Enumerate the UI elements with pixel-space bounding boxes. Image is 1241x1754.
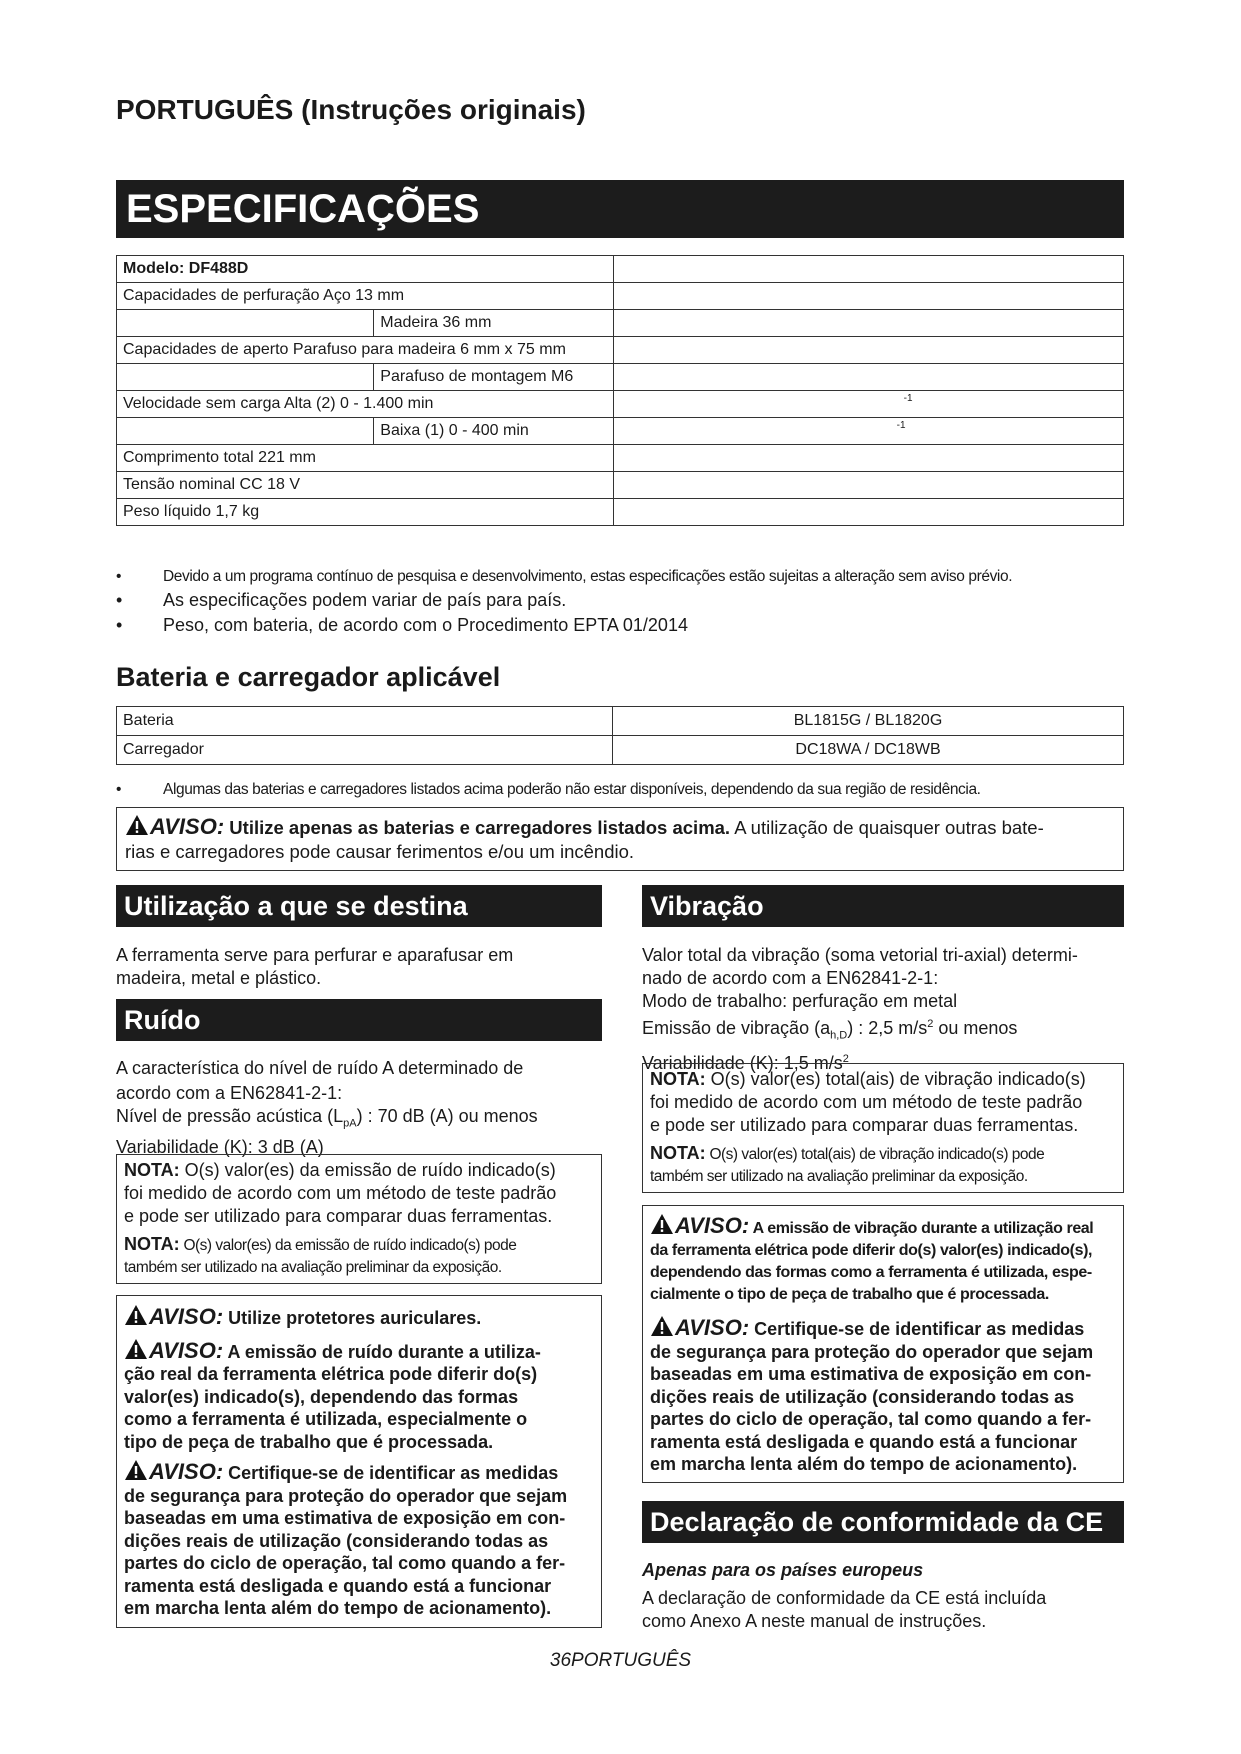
superscript: 2 [927, 1018, 934, 1030]
spec-label: Capacidades de aperto Parafuso [123, 341, 357, 358]
text-line: A declaração de conformidade da CE está incluída [642, 1588, 1047, 1608]
ce-subtitle: Apenas para os países europeus [642, 1560, 924, 1580]
text-line [124, 1159, 594, 1182]
table-row [117, 472, 1124, 499]
subscript: pA [343, 1117, 357, 1130]
spec-cell [613, 445, 1123, 472]
warning-line: baseadas em uma estimativa de exposição em con- [124, 1508, 566, 1528]
charger-label: Carregador [117, 736, 613, 765]
spec-cell [613, 256, 1123, 283]
spec-cell [613, 310, 1123, 337]
text-line: Variabilidade (K): 3 dB (A) [116, 1136, 324, 1157]
ce-text [642, 1559, 1132, 1633]
table-row [117, 445, 1124, 472]
spec-cell [613, 418, 1123, 445]
nota-label: NOTA: [124, 1234, 180, 1254]
warning-text: Certifique-se de identificar as medidas [223, 1463, 559, 1483]
warning-line: tipo de peça de trabalho que é processada. [124, 1431, 494, 1452]
text-fragment: O(s) valor(es) total(ais) de vibração indicado(s) pode [705, 1146, 1045, 1163]
text-fragment: ) : 2,5 m/s [847, 1018, 928, 1038]
spec-cell [117, 283, 614, 310]
spec-cell [613, 337, 1123, 364]
text-line: e pode ser utilizado para comparar duas ferramentas. [650, 1115, 1079, 1135]
spec-cell [117, 391, 614, 418]
warning-icon [125, 814, 149, 836]
warning-line [124, 1338, 594, 1364]
warning-line [125, 814, 1115, 840]
table-row [117, 364, 1124, 391]
warning-line: valor(es) indicado(s), dependendo das formas [124, 1386, 519, 1407]
table-row [117, 418, 1124, 445]
spec-cell [117, 364, 374, 391]
list-item: • Peso, com bateria, de acordo com o Procedimento EPTA 01/2014 [116, 613, 1126, 638]
warning-line: em marcha lenta além do tempo de acionamento). [650, 1454, 1078, 1474]
text-fragment: Nível de pressão acústica (L [116, 1106, 344, 1126]
text-fragment: ou menos [933, 1018, 1018, 1038]
text-line: foi medido de acordo com um método de teste padrão [650, 1092, 1083, 1112]
noise-text [116, 1057, 606, 1159]
warning-label: AVISO: [150, 814, 225, 839]
warning-label: AVISO: [149, 1304, 224, 1329]
spec-label: Capacidades de perfuração Aço [123, 287, 356, 304]
text-line: e pode ser utilizado para comparar duas ferramentas. [124, 1206, 553, 1226]
text-fragment: O(s) valor(es) da emissão de ruído indicado(s) pode [179, 1237, 517, 1254]
specifications-table [116, 255, 1124, 526]
spec-cell: Parafuso de montagem M6 [374, 364, 613, 391]
text-fragment: Variabilidade (K): 1,5 m/s [642, 1052, 843, 1073]
spec-cell [613, 499, 1123, 526]
nota-label: NOTA: [650, 1143, 706, 1163]
spec-cell [613, 364, 1123, 391]
vibration-text [642, 944, 1132, 1075]
warning-text: A utilização de quaisquer outras bate- [730, 817, 1044, 838]
vibration-warning-box [642, 1205, 1124, 1483]
subscript: h,D [830, 1029, 848, 1042]
spec-notes [116, 566, 1126, 638]
warning-line: como a ferramenta é utilizada, especialmente o [124, 1409, 528, 1429]
text-line: A característica do nível de ruído A determinado de [116, 1058, 524, 1078]
warning-line: de segurança para proteção do operador que sejam [124, 1485, 568, 1506]
spec-cell [117, 310, 374, 337]
text-line: A ferramenta serve para perfurar e aparafusar em [116, 945, 514, 965]
warning-bold: Utilize apenas as baterias e carregadores listados acima. [224, 817, 731, 838]
spec-cell: Comprimento total 221 mm [117, 445, 614, 472]
text-line: acordo com a EN62841-2-1: [116, 1083, 343, 1103]
warning-label: AVISO: [149, 1337, 224, 1363]
text-line: Valor total da vibração (soma vetorial tri-axial) determi- [642, 945, 1078, 965]
nota-label: NOTA: [650, 1069, 706, 1089]
warning-icon [124, 1459, 148, 1481]
warning-line [650, 1315, 1116, 1341]
warning-paragraph [650, 1213, 1116, 1306]
intended-use-banner: Utilização a que se destina [116, 885, 602, 927]
table-row [117, 283, 1124, 310]
warning-line: baseadas em uma estimativa de exposição em con- [650, 1364, 1092, 1384]
spec-cell: Peso líquido 1,7 kg [117, 499, 614, 526]
warning-line [650, 1213, 1116, 1240]
page-footer: 36PORTUGUÊS [549, 1650, 692, 1671]
warning-line: ramenta está desligada e quando está a funcionar [650, 1431, 1078, 1452]
spec-value: - 1.400 min [353, 395, 434, 412]
noise-banner: Ruído [116, 999, 602, 1041]
warning-text: Utilize protetores auriculares. [223, 1308, 482, 1328]
spec-cell [613, 283, 1123, 310]
table-row [117, 391, 1124, 418]
warning-icon [650, 1213, 674, 1235]
noise-warning-box [116, 1295, 602, 1628]
warning-label: AVISO: [675, 1213, 750, 1238]
table-row [117, 256, 1124, 283]
warning-icon [124, 1304, 148, 1326]
spec-cell: Tensão nominal CC 18 V [117, 472, 614, 499]
charger-value: DC18WA / DC18WB [613, 736, 1124, 765]
spec-cell [117, 337, 614, 364]
warning-label: AVISO: [675, 1315, 750, 1340]
ce-banner: Declaração de conformidade da CE [642, 1501, 1124, 1543]
text-fragment: Emissão de vibração (a [642, 1018, 831, 1038]
table-row [117, 310, 1124, 337]
warning-line [124, 1304, 594, 1330]
text-line: nado de acordo com a EN62841-2-1: [642, 968, 939, 988]
spec-cell [117, 418, 374, 445]
battery-notes [116, 779, 1126, 801]
text-line [124, 1233, 594, 1257]
warning-text: A emissão de ruído durante a utiliza- [223, 1341, 541, 1362]
spec-cell: Madeira 36 mm [374, 310, 613, 337]
text-fragment: O(s) valor(es) total(ais) de vibração indicado(s) [705, 1069, 1086, 1089]
spec-cell: Modelo: DF488D [117, 256, 614, 283]
warning-text: A emissão de vibração durante a utilização real [749, 1220, 1094, 1237]
warning-line: partes do ciclo de operação, tal como quando a fer- [124, 1553, 566, 1573]
superscript: 2 [842, 1052, 849, 1065]
warning-label: AVISO: [149, 1459, 224, 1484]
battery-warning-box [116, 807, 1124, 871]
warning-paragraph [650, 1315, 1116, 1476]
spec-value: 13 mm [355, 287, 405, 304]
warning-line [124, 1459, 594, 1485]
warning-line: dições reais de utilização (considerando todas as [650, 1386, 1075, 1407]
warning-line: cialmente o tipo de peça de trabalho que é processada. [650, 1286, 1049, 1303]
text-line [650, 1068, 1116, 1091]
text-line: madeira, metal e plástico. [116, 968, 322, 988]
nota-label: NOTA: [124, 1160, 180, 1180]
table-row [117, 337, 1124, 364]
text-line [650, 1142, 1116, 1166]
warning-line: dependendo das formas como a ferramenta é utilizada, espe- [650, 1264, 1092, 1281]
battery-value: BL1815G / BL1820G [613, 707, 1124, 736]
text-line [116, 1105, 606, 1136]
text-fragment: ) : 70 dB (A) ou menos [356, 1106, 538, 1126]
list-item: • Devido a um programa contínuo de pesquisa e desenvolvimento, estas especificações estão sujeitas a alteração sem aviso prévio. [116, 566, 1126, 588]
table-row [117, 707, 1124, 736]
warning-line: de segurança para proteção do operador que sejam [650, 1341, 1094, 1362]
specifications-banner: ESPECIFICAÇÕES [116, 180, 1124, 238]
text-line [642, 1013, 1132, 1048]
text-fragment: O(s) valor(es) da emissão de ruído indicado(s) [179, 1160, 556, 1180]
vibration-nota-box [642, 1063, 1124, 1193]
battery-heading: Bateria e carregador aplicável [116, 662, 501, 692]
spec-cell: Baixa (1) 0 - 400 min [374, 418, 613, 445]
list-item: • As especificações podem variar de país para país. [116, 588, 1126, 613]
table-row [117, 736, 1124, 765]
table-row [117, 499, 1124, 526]
warning-icon [650, 1315, 674, 1337]
battery-table [116, 706, 1124, 765]
spec-value: para madeira 6 mm x 75 mm [356, 341, 566, 358]
text-line: Modo de trabalho: perfuração em metal [642, 991, 958, 1011]
warning-line: ção real da ferramenta elétrica pode diferir do(s) [124, 1364, 538, 1384]
spec-cell [613, 472, 1123, 499]
warning-line: em marcha lenta além do tempo de acionamento). [124, 1598, 552, 1618]
text-line: foi medido de acordo com um método de teste padrão [124, 1183, 557, 1203]
vibration-banner: Vibração [642, 885, 1124, 927]
warning-text: Certifique-se de identificar as medidas [749, 1319, 1085, 1339]
warning-line: da ferramenta elétrica pode diferir do(s) valor(es) indicado(s), [650, 1242, 1093, 1259]
unit-superscript: -1 [903, 393, 913, 404]
text-line: também ser utilizado na avaliação preliminar da exposição. [650, 1168, 1028, 1185]
battery-label: Bateria [117, 707, 613, 736]
unit-superscript: -1 [896, 420, 906, 431]
warning-line: dições reais de utilização (considerando todas as [124, 1530, 549, 1551]
warning-line: rias e carregadores pode causar ferimentos e/ou um incêndio. [125, 841, 635, 862]
intended-use-text [116, 944, 606, 990]
warning-line: ramenta está desligada e quando está a funcionar [124, 1575, 552, 1596]
spec-label: Velocidade sem carga Alta (2) 0 [123, 395, 354, 412]
spec-cell [613, 391, 1123, 418]
warning-line: partes do ciclo de operação, tal como quando a fer- [650, 1409, 1092, 1429]
list-item: • Algumas das baterias e carregadores listados acima poderão não estar disponíveis, dependendo da sua região de residência. [116, 779, 1126, 801]
noise-nota-box [116, 1154, 602, 1284]
page-title: PORTUGUÊS (Instruções originais) [116, 94, 586, 125]
text-line: também ser utilizado na avaliação preliminar da exposição. [124, 1259, 502, 1276]
text-line: como Anexo A neste manual de instruções. [642, 1611, 987, 1631]
warning-icon [124, 1338, 148, 1360]
